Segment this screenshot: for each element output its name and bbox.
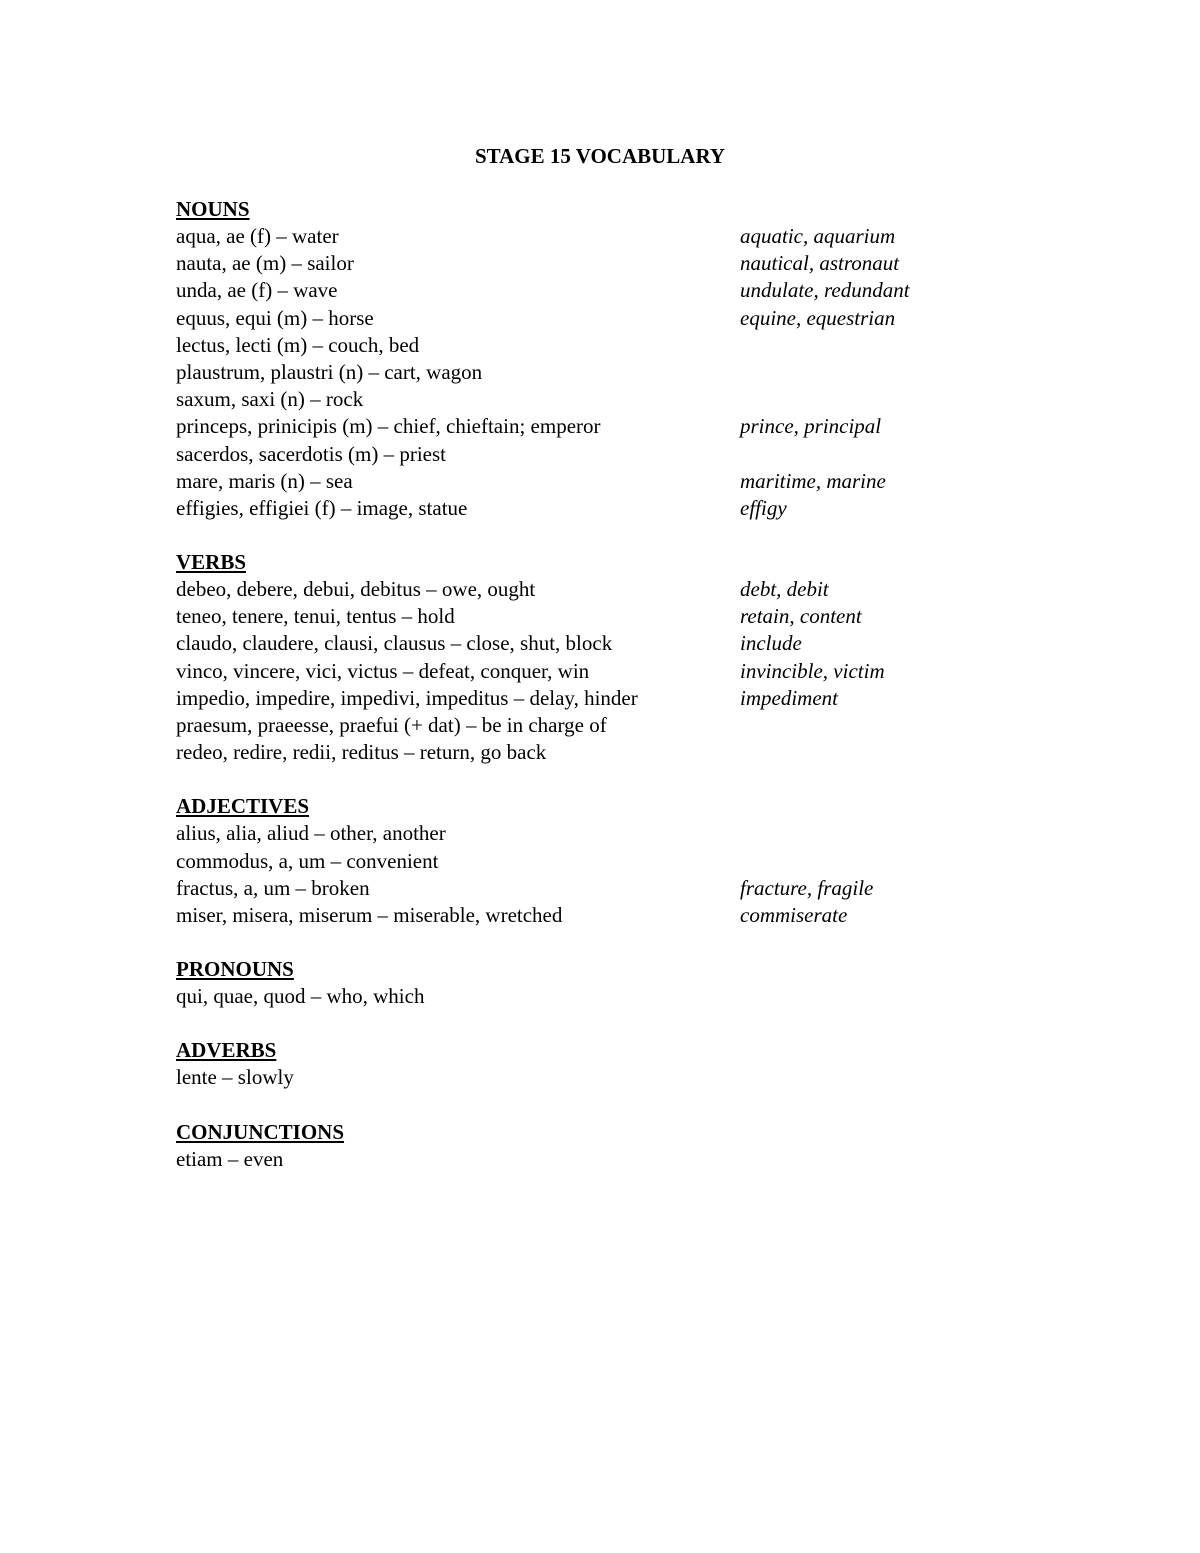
latin-entry: etiam – even (176, 1146, 284, 1171)
derivatives: nautical, astronaut (740, 251, 900, 276)
section-nouns (176, 196, 976, 522)
section-adverbs (176, 1037, 976, 1091)
latin-entry: lectus, lecti (m) – couch, bed (176, 332, 420, 357)
section-adjectives (176, 793, 976, 929)
latin-entry: effigies, effigiei (f) – image, statue (176, 495, 468, 520)
section-heading: NOUNS (176, 197, 250, 221)
vocab-entry (176, 685, 976, 712)
latin-entry: alius, alia, aliud – other, another (176, 821, 446, 846)
derivatives: impediment (740, 685, 838, 710)
vocab-entry (176, 495, 976, 522)
vocab-entry (176, 739, 976, 766)
latin-entry: nauta, ae (m) – sailor (176, 251, 354, 276)
derivatives: aquatic, aquarium (740, 224, 896, 248)
latin-entry: unda, ae (f) – wave (176, 278, 338, 303)
latin-entry: miser, misera, miserum – miserable, wretched (176, 902, 563, 927)
latin-entry: sacerdos, sacerdotis (m) – priest (176, 441, 446, 466)
vocab-entry (176, 277, 976, 304)
vocab-entry (176, 848, 976, 875)
derivatives: prince, principal (740, 414, 882, 439)
vocab-entry (176, 359, 976, 386)
vocab-entry (176, 983, 976, 1010)
derivatives: maritime, marine (740, 468, 886, 493)
vocab-entry (176, 305, 976, 332)
derivatives: effigy (740, 495, 787, 520)
vocab-entry (176, 630, 976, 657)
latin-entry: teneo, tenere, tenui, tentus – hold (176, 604, 455, 629)
vocab-entry (176, 413, 976, 440)
vocab-entry (176, 820, 976, 847)
vocab-entry (176, 468, 976, 495)
section-heading: VERBS (176, 550, 247, 575)
section-verbs (176, 549, 976, 766)
latin-entry: lente – slowly (176, 1065, 294, 1090)
latin-entry: saxum, saxi (n) – rock (176, 387, 364, 412)
latin-entry: impedio, impedire, impedivi, impeditus – delay, hinder (176, 685, 638, 710)
derivatives: include (740, 631, 802, 656)
derivatives: commiserate (740, 902, 848, 927)
latin-entry: aqua, ae (f) – water (176, 224, 339, 248)
latin-entry: vinco, vincere, vici, victus – defeat, conquer, win (176, 658, 590, 683)
vocab-entry (176, 902, 976, 929)
latin-entry: fractus, a, um – broken (176, 875, 370, 900)
latin-entry: claudo, claudere, clausi, clausus – close, shut, block (176, 631, 613, 656)
derivatives: undulate, redundant (740, 278, 910, 303)
vocab-entry (176, 1064, 976, 1091)
section-heading: ADJECTIVES (176, 794, 310, 819)
latin-entry: princeps, prinicipis (m) – chief, chieftain; emperor (176, 414, 601, 439)
latin-entry: qui, quae, quod – who, which (176, 984, 425, 1009)
derivatives: retain, content (740, 604, 862, 629)
section-heading: CONJUNCTIONS (176, 1119, 345, 1144)
page-title: STAGE 15 VOCABULARY (474, 144, 726, 168)
section-pronouns (176, 956, 976, 1010)
section-heading: ADVERBS (176, 1038, 277, 1063)
latin-entry: equus, equi (m) – horse (176, 305, 374, 330)
vocab-entry (176, 658, 976, 685)
vocabulary-content (176, 196, 976, 1200)
vocab-entry (176, 603, 976, 630)
vocab-entry (176, 1146, 976, 1173)
vocab-entry (176, 332, 976, 359)
latin-entry: plaustrum, plaustri (n) – cart, wagon (176, 359, 483, 384)
latin-entry: redeo, redire, redii, reditus – return, go back (176, 740, 547, 765)
vocab-entry (176, 576, 976, 603)
derivatives: equine, equestrian (740, 305, 896, 330)
derivatives: invincible, victim (740, 658, 885, 683)
latin-entry: mare, maris (n) – sea (176, 468, 353, 493)
section-heading: PRONOUNS (176, 957, 294, 982)
derivatives: debt, debit (740, 577, 829, 602)
section-conjunctions (176, 1119, 976, 1173)
derivatives: fracture, fragile (740, 875, 874, 900)
latin-entry: debeo, debere, debui, debitus – owe, ought (176, 577, 536, 602)
vocab-entry (176, 712, 976, 739)
vocab-entry (176, 223, 976, 250)
latin-entry: praesum, praeesse, praefui (+ dat) – be in charge of (176, 713, 607, 737)
vocab-entry (176, 250, 976, 277)
vocab-entry (176, 441, 976, 468)
latin-entry: commodus, a, um – convenient (176, 848, 439, 873)
vocab-entry (176, 875, 976, 902)
vocab-entry (176, 386, 976, 413)
